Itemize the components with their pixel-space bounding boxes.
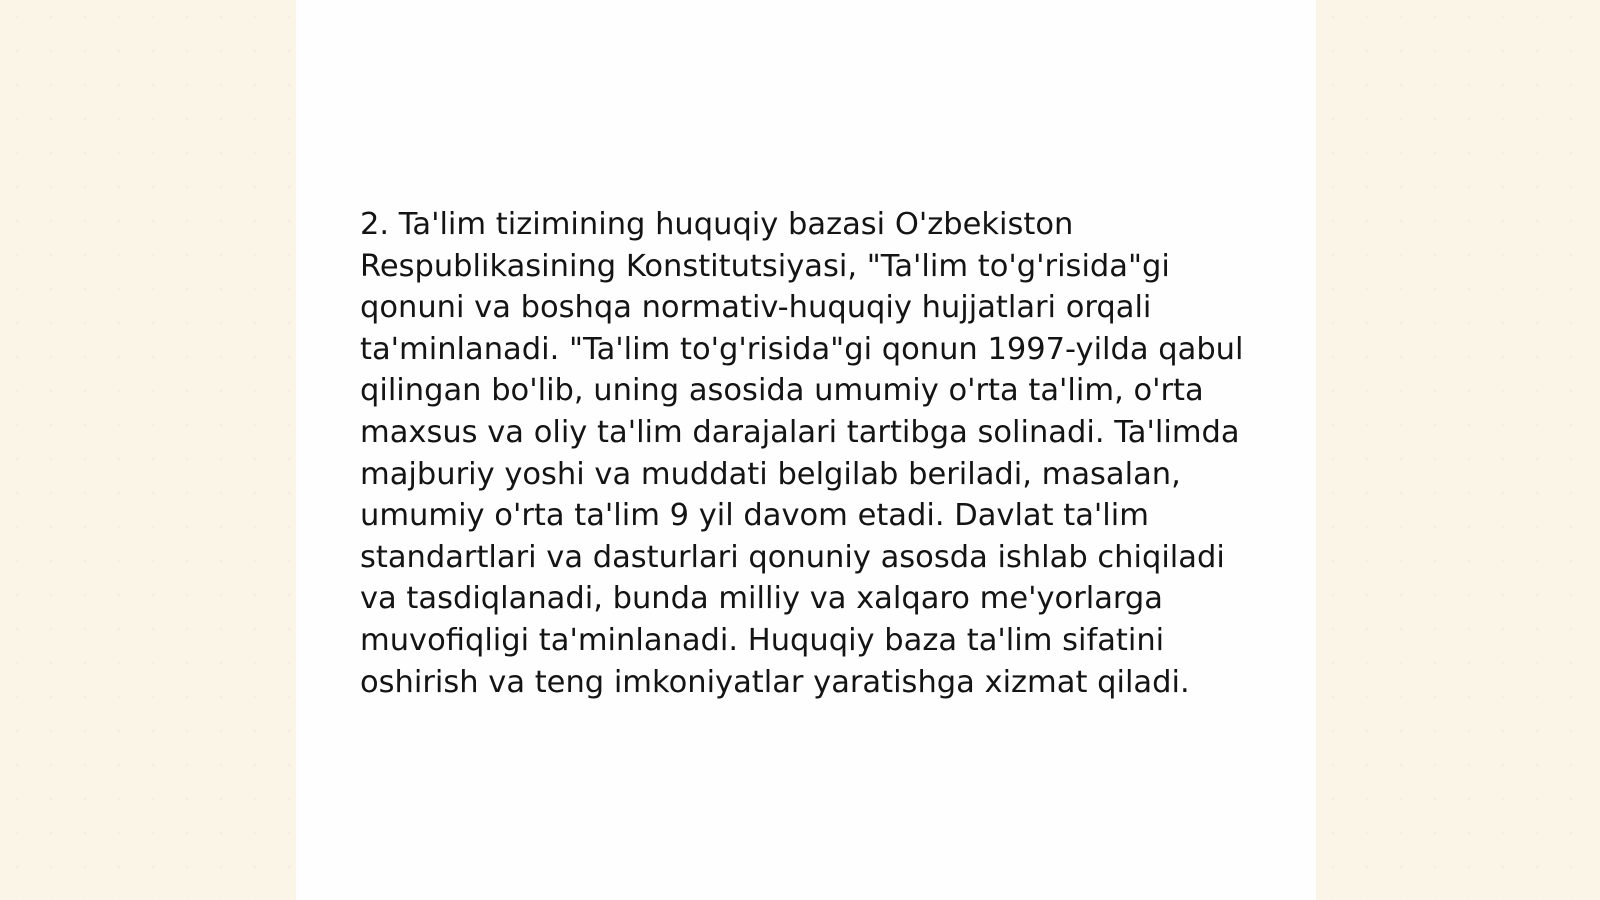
left-background-panel <box>0 0 296 900</box>
slide-body-text: 2. Ta'lim tizimining huquqiy bazasi O'zbekiston Respublikasining Konstitutsiyasi, "Ta'lim to'g'risida"gi qonuni va boshqa normativ-huquqiy hujjatlari orqali ta'minlanadi. "Ta'lim to'g'risida"gi qonun 1997-yilda qabul qilingan bo'lib, uning asosida umumiy o'rta ta'lim, o'rta maxsus va oliy ta'lim darajalari tartibga solinadi. Ta'limda majburiy yoshi va muddati belgilab beriladi, masalan, umumiy o'rta ta'lim 9 yil davom etadi. Davlat ta'lim standartlari va dasturlari qonuniy asosda ishlab chiqiladi va tasdiqlanadi, bunda milliy va xalqaro me'yorlarga muvofiqligi ta'minlanadi. Huquqiy baza ta'lim sifatini oshirish va teng imkoniyatlar yaratishga xizmat qiladi. <box>360 207 1244 700</box>
slide-sheet <box>296 0 1316 900</box>
right-background-panel <box>1316 0 1600 900</box>
